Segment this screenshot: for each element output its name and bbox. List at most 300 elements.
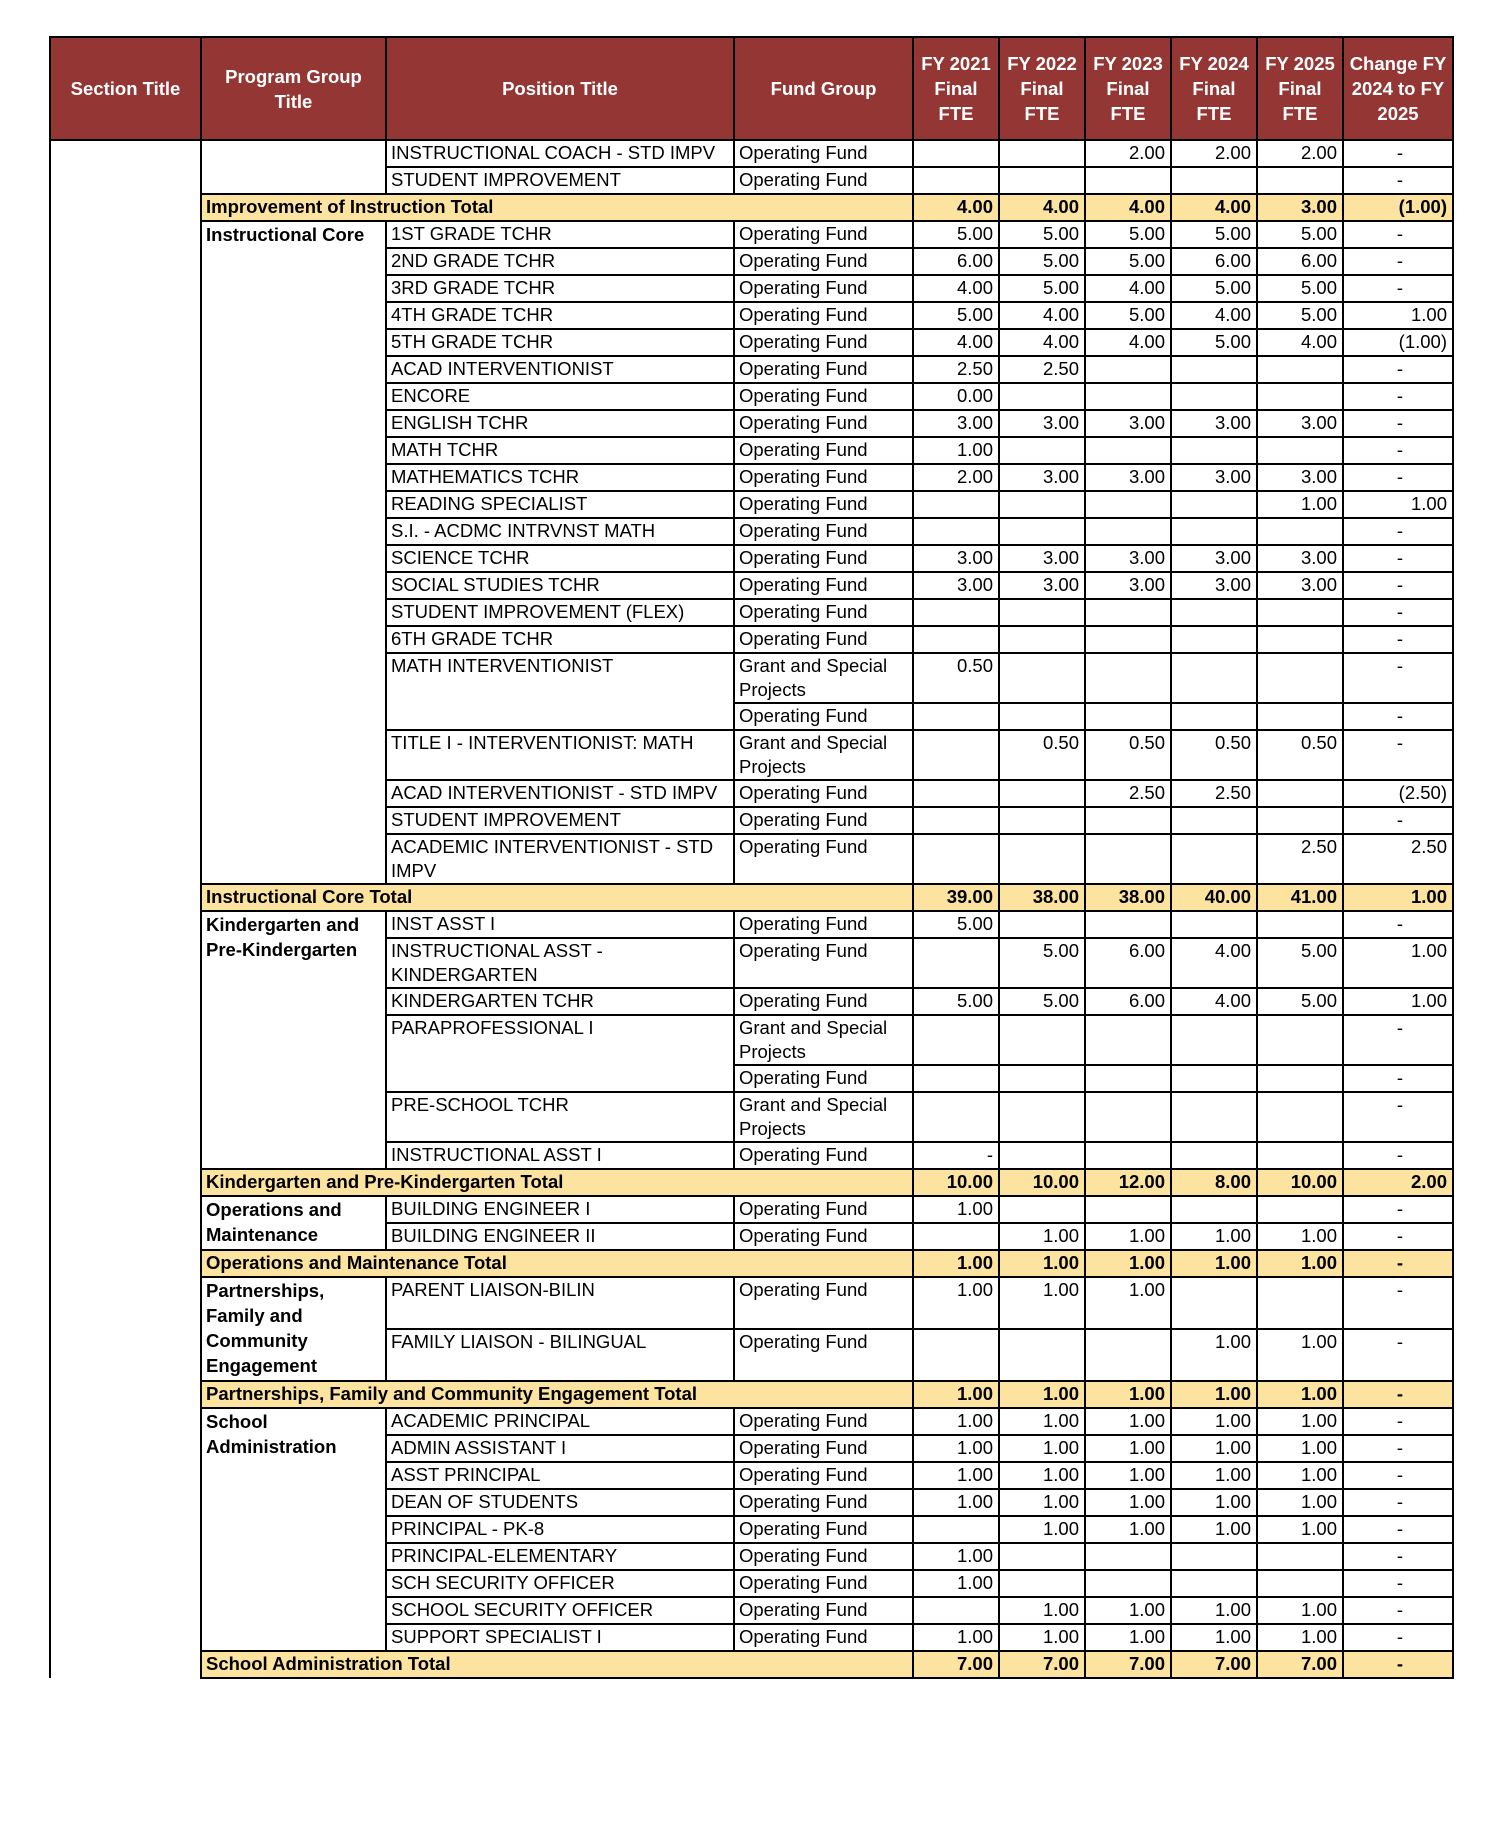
fy2022-cell xyxy=(999,834,1085,884)
total-fy2023-cell: 1.00 xyxy=(1085,1381,1171,1408)
fy2022-cell: 5.00 xyxy=(999,988,1085,1015)
fy2024-cell: 0.50 xyxy=(1171,730,1257,780)
fy2023-cell: 1.00 xyxy=(1085,1462,1171,1489)
fy2022-cell: 3.00 xyxy=(999,545,1085,572)
fy2025-cell xyxy=(1257,1065,1343,1092)
position-title-cell: 4TH GRADE TCHR xyxy=(386,302,734,329)
fund-group-cell: Operating Fund xyxy=(734,572,913,599)
position-title-cell: PRE-SCHOOL TCHR xyxy=(386,1092,734,1142)
total-fy2022-cell: 10.00 xyxy=(999,1169,1085,1196)
total-change-cell: - xyxy=(1343,1651,1453,1678)
fy2024-cell xyxy=(1171,491,1257,518)
fy2023-cell xyxy=(1085,518,1171,545)
fy2021-cell: 1.00 xyxy=(913,437,999,464)
total-fy2021-cell: 1.00 xyxy=(913,1381,999,1408)
fy2021-cell xyxy=(913,807,999,834)
header-fy2023: FY 2023 Final FTE xyxy=(1085,37,1171,140)
fy2021-cell xyxy=(913,780,999,807)
fy2022-cell: 3.00 xyxy=(999,410,1085,437)
fy2025-cell xyxy=(1257,167,1343,194)
fy2022-cell: 5.00 xyxy=(999,221,1085,248)
fy2023-cell xyxy=(1085,703,1171,730)
table-row xyxy=(50,1408,1453,1435)
fy2022-cell xyxy=(999,518,1085,545)
fy2023-cell: 3.00 xyxy=(1085,410,1171,437)
fy2024-cell xyxy=(1171,599,1257,626)
total-fy2025-cell: 41.00 xyxy=(1257,884,1343,911)
total-change-cell: (1.00) xyxy=(1343,194,1453,221)
position-title-cell: KINDERGARTEN TCHR xyxy=(386,988,734,1015)
fy2023-cell xyxy=(1085,1015,1171,1065)
fy2023-cell xyxy=(1085,1196,1171,1223)
fy2025-cell xyxy=(1257,703,1343,730)
fy2021-cell xyxy=(913,140,999,167)
fy2021-cell xyxy=(913,167,999,194)
fy2022-cell: 3.00 xyxy=(999,464,1085,491)
change-cell: - xyxy=(1343,437,1453,464)
fy2025-cell: 1.00 xyxy=(1257,491,1343,518)
fund-group-cell: Operating Fund xyxy=(734,356,913,383)
fy2025-cell: 3.00 xyxy=(1257,410,1343,437)
fy2021-cell: 4.00 xyxy=(913,329,999,356)
fy2025-cell: 6.00 xyxy=(1257,248,1343,275)
fy2025-cell: 5.00 xyxy=(1257,302,1343,329)
fy2025-cell xyxy=(1257,1277,1343,1329)
header-fy2022: FY 2022 Final FTE xyxy=(999,37,1085,140)
fy2021-cell: 1.00 xyxy=(913,1462,999,1489)
group-total-row xyxy=(50,1651,1453,1678)
fy2023-cell xyxy=(1085,1092,1171,1142)
change-cell: - xyxy=(1343,730,1453,780)
fy2022-cell: 1.00 xyxy=(999,1435,1085,1462)
fy2023-cell: 6.00 xyxy=(1085,938,1171,988)
header-fy2024: FY 2024 Final FTE xyxy=(1171,37,1257,140)
fy2024-cell: 5.00 xyxy=(1171,275,1257,302)
fy2024-cell: 6.00 xyxy=(1171,248,1257,275)
total-fy2025-cell: 7.00 xyxy=(1257,1651,1343,1678)
fy2022-cell: 1.00 xyxy=(999,1223,1085,1250)
fy2022-cell xyxy=(999,911,1085,938)
fy2025-cell xyxy=(1257,1142,1343,1169)
position-title-cell: FAMILY LIAISON - BILINGUAL xyxy=(386,1329,734,1381)
position-title-cell: MATHEMATICS TCHR xyxy=(386,464,734,491)
fund-group-cell: Operating Fund xyxy=(734,221,913,248)
fy2024-cell xyxy=(1171,1092,1257,1142)
fy2021-cell: 4.00 xyxy=(913,275,999,302)
change-cell: - xyxy=(1343,383,1453,410)
header-section-title: Section Title xyxy=(50,37,201,140)
fy2025-cell: 2.00 xyxy=(1257,140,1343,167)
fy2024-cell: 1.00 xyxy=(1171,1516,1257,1543)
fund-group-cell: Operating Fund xyxy=(734,1597,913,1624)
change-cell: - xyxy=(1343,1624,1453,1651)
position-title-cell: ACADEMIC INTERVENTIONIST - STD IMPV xyxy=(386,834,734,884)
fy2025-cell: 2.50 xyxy=(1257,834,1343,884)
fy2023-cell: 4.00 xyxy=(1085,329,1171,356)
fy2024-cell: 3.00 xyxy=(1171,464,1257,491)
fy2022-cell xyxy=(999,599,1085,626)
change-cell: - xyxy=(1343,167,1453,194)
position-title-cell: INSTRUCTIONAL COACH - STD IMPV xyxy=(386,140,734,167)
position-title-cell: 5TH GRADE TCHR xyxy=(386,329,734,356)
fy2021-cell: 2.50 xyxy=(913,356,999,383)
change-cell: - xyxy=(1343,1196,1453,1223)
fy2021-cell: 5.00 xyxy=(913,911,999,938)
fy2021-cell: 1.00 xyxy=(913,1277,999,1329)
fy2022-cell xyxy=(999,140,1085,167)
total-fy2022-cell: 1.00 xyxy=(999,1250,1085,1277)
position-title-cell: PRINCIPAL-ELEMENTARY xyxy=(386,1543,734,1570)
fy2024-cell xyxy=(1171,383,1257,410)
fy2024-cell: 1.00 xyxy=(1171,1624,1257,1651)
change-cell: - xyxy=(1343,653,1453,703)
fy2024-cell xyxy=(1171,356,1257,383)
fy2021-cell: 0.50 xyxy=(913,653,999,703)
fy2023-cell: 1.00 xyxy=(1085,1435,1171,1462)
fy2024-cell xyxy=(1171,518,1257,545)
total-fy2021-cell: 7.00 xyxy=(913,1651,999,1678)
fy2021-cell xyxy=(913,626,999,653)
fy2021-cell xyxy=(913,1065,999,1092)
fy2024-cell: 1.00 xyxy=(1171,1597,1257,1624)
fy2022-cell: 3.00 xyxy=(999,572,1085,599)
fy2023-cell: 5.00 xyxy=(1085,302,1171,329)
fund-group-cell: Operating Fund xyxy=(734,248,913,275)
program-group-cell xyxy=(201,140,386,194)
total-fy2021-cell: 1.00 xyxy=(913,1250,999,1277)
change-cell: - xyxy=(1343,275,1453,302)
fy2023-cell xyxy=(1085,1543,1171,1570)
position-title-cell: ADMIN ASSISTANT I xyxy=(386,1435,734,1462)
fy2021-cell xyxy=(913,1329,999,1381)
fy2025-cell: 5.00 xyxy=(1257,275,1343,302)
change-cell: - xyxy=(1343,1408,1453,1435)
fy2022-cell xyxy=(999,703,1085,730)
fund-group-cell: Operating Fund xyxy=(734,1408,913,1435)
total-change-cell: - xyxy=(1343,1250,1453,1277)
fy2023-cell: 1.00 xyxy=(1085,1277,1171,1329)
fund-group-cell: Grant and Special Projects xyxy=(734,730,913,780)
fy2021-cell: 2.00 xyxy=(913,464,999,491)
position-title-cell: TITLE I - INTERVENTIONIST: MATH xyxy=(386,730,734,780)
fy2021-cell xyxy=(913,938,999,988)
position-title-cell: READING SPECIALIST xyxy=(386,491,734,518)
fy2021-cell: 1.00 xyxy=(913,1624,999,1651)
total-fy2023-cell: 7.00 xyxy=(1085,1651,1171,1678)
total-fy2025-cell: 1.00 xyxy=(1257,1250,1343,1277)
fy2023-cell: 3.00 xyxy=(1085,545,1171,572)
total-fy2022-cell: 4.00 xyxy=(999,194,1085,221)
fy2025-cell: 5.00 xyxy=(1257,938,1343,988)
fy2022-cell xyxy=(999,1142,1085,1169)
fy2021-cell: 5.00 xyxy=(913,988,999,1015)
fy2022-cell: 1.00 xyxy=(999,1462,1085,1489)
table-row xyxy=(50,140,1453,167)
fy2024-cell: 2.00 xyxy=(1171,140,1257,167)
fund-group-cell: Operating Fund xyxy=(734,167,913,194)
fy2021-cell xyxy=(913,1015,999,1065)
total-fy2022-cell: 38.00 xyxy=(999,884,1085,911)
fy2025-cell: 1.00 xyxy=(1257,1516,1343,1543)
fy2025-cell xyxy=(1257,1092,1343,1142)
change-cell: - xyxy=(1343,807,1453,834)
fy2023-cell xyxy=(1085,653,1171,703)
fy2025-cell xyxy=(1257,1015,1343,1065)
fy2024-cell xyxy=(1171,703,1257,730)
fund-group-cell: Operating Fund xyxy=(734,911,913,938)
position-title-cell: INST ASST I xyxy=(386,911,734,938)
fy2025-cell xyxy=(1257,780,1343,807)
position-title-cell: DEAN OF STUDENTS xyxy=(386,1489,734,1516)
change-cell: - xyxy=(1343,599,1453,626)
fy2023-cell: 0.50 xyxy=(1085,730,1171,780)
fy2025-cell xyxy=(1257,1543,1343,1570)
header-program-group-title: Program Group Title xyxy=(201,37,386,140)
fy2021-cell xyxy=(913,518,999,545)
change-cell: - xyxy=(1343,1092,1453,1142)
fy2023-cell: 1.00 xyxy=(1085,1489,1171,1516)
fy2024-cell xyxy=(1171,1277,1257,1329)
fy2023-cell: 1.00 xyxy=(1085,1408,1171,1435)
fy2025-cell: 5.00 xyxy=(1257,988,1343,1015)
change-cell: 1.00 xyxy=(1343,988,1453,1015)
fy2025-cell xyxy=(1257,911,1343,938)
total-fy2024-cell: 4.00 xyxy=(1171,194,1257,221)
fy2024-cell: 1.00 xyxy=(1171,1435,1257,1462)
table-row xyxy=(50,1277,1453,1329)
fy2025-cell: 1.00 xyxy=(1257,1462,1343,1489)
fy2021-cell xyxy=(913,1223,999,1250)
fund-group-cell: Grant and Special Projects xyxy=(734,653,913,703)
fy2024-cell: 5.00 xyxy=(1171,329,1257,356)
fy2022-cell xyxy=(999,437,1085,464)
fy2024-cell: 1.00 xyxy=(1171,1329,1257,1381)
fy2025-cell: 3.00 xyxy=(1257,464,1343,491)
fy2022-cell: 2.50 xyxy=(999,356,1085,383)
fy2022-cell xyxy=(999,780,1085,807)
fy2024-cell: 1.00 xyxy=(1171,1408,1257,1435)
fy2025-cell xyxy=(1257,383,1343,410)
position-title-cell: SUPPORT SPECIALIST I xyxy=(386,1624,734,1651)
change-cell: (1.00) xyxy=(1343,329,1453,356)
total-fy2025-cell: 1.00 xyxy=(1257,1381,1343,1408)
position-title-cell: STUDENT IMPROVEMENT xyxy=(386,807,734,834)
fund-group-cell: Operating Fund xyxy=(734,329,913,356)
fy2025-cell: 5.00 xyxy=(1257,221,1343,248)
fy2021-cell: 5.00 xyxy=(913,221,999,248)
fy2022-cell: 5.00 xyxy=(999,248,1085,275)
fy2023-cell: 1.00 xyxy=(1085,1597,1171,1624)
fy2022-cell xyxy=(999,807,1085,834)
fy2021-cell: 1.00 xyxy=(913,1570,999,1597)
total-fy2022-cell: 1.00 xyxy=(999,1381,1085,1408)
fy2024-cell xyxy=(1171,1065,1257,1092)
fy2021-cell: 1.00 xyxy=(913,1196,999,1223)
change-cell: - xyxy=(1343,464,1453,491)
position-title-cell: INSTRUCTIONAL ASST - KINDERGARTEN xyxy=(386,938,734,988)
fy2023-cell xyxy=(1085,491,1171,518)
position-title-cell: 2ND GRADE TCHR xyxy=(386,248,734,275)
change-cell: - xyxy=(1343,703,1453,730)
total-fy2022-cell: 7.00 xyxy=(999,1651,1085,1678)
total-fy2024-cell: 1.00 xyxy=(1171,1381,1257,1408)
fy2022-cell xyxy=(999,1543,1085,1570)
header-row xyxy=(50,37,1453,140)
fy2025-cell: 4.00 xyxy=(1257,329,1343,356)
fund-group-cell: Operating Fund xyxy=(734,703,913,730)
fund-group-cell: Operating Fund xyxy=(734,1489,913,1516)
total-fy2025-cell: 10.00 xyxy=(1257,1169,1343,1196)
header-fy2025: FY 2025 Final FTE xyxy=(1257,37,1343,140)
fund-group-cell: Operating Fund xyxy=(734,518,913,545)
fy2023-cell xyxy=(1085,834,1171,884)
fte-table xyxy=(49,36,1454,1679)
position-title-cell: ENGLISH TCHR xyxy=(386,410,734,437)
table-row xyxy=(50,1196,1453,1223)
fy2021-cell: 0.00 xyxy=(913,383,999,410)
change-cell: - xyxy=(1343,1015,1453,1065)
fy2021-cell: 5.00 xyxy=(913,302,999,329)
fy2024-cell: 1.00 xyxy=(1171,1489,1257,1516)
total-fy2024-cell: 40.00 xyxy=(1171,884,1257,911)
fy2023-cell: 6.00 xyxy=(1085,988,1171,1015)
fund-group-cell: Operating Fund xyxy=(734,1329,913,1381)
table-row xyxy=(50,221,1453,248)
fy2025-cell xyxy=(1257,626,1343,653)
group-total-label: Kindergarten and Pre-Kindergarten Total xyxy=(201,1169,913,1196)
group-total-row xyxy=(50,1250,1453,1277)
position-title-cell: PARENT LIAISON-BILIN xyxy=(386,1277,734,1329)
change-cell: 1.00 xyxy=(1343,491,1453,518)
fy2022-cell: 1.00 xyxy=(999,1624,1085,1651)
fy2024-cell: 1.00 xyxy=(1171,1223,1257,1250)
total-fy2023-cell: 1.00 xyxy=(1085,1250,1171,1277)
fy2024-cell xyxy=(1171,1570,1257,1597)
fy2024-cell: 1.00 xyxy=(1171,1462,1257,1489)
change-cell: - xyxy=(1343,1065,1453,1092)
fy2023-cell: 2.50 xyxy=(1085,780,1171,807)
position-title-cell: S.I. - ACDMC INTRVNST MATH xyxy=(386,518,734,545)
fy2023-cell xyxy=(1085,1142,1171,1169)
fy2022-cell xyxy=(999,167,1085,194)
fy2021-cell: 3.00 xyxy=(913,410,999,437)
fy2024-cell xyxy=(1171,1015,1257,1065)
change-cell: - xyxy=(1343,911,1453,938)
position-title-cell: ENCORE xyxy=(386,383,734,410)
total-change-cell: 2.00 xyxy=(1343,1169,1453,1196)
group-total-label: Partnerships, Family and Community Engagement Total xyxy=(201,1381,913,1408)
fy2023-cell xyxy=(1085,807,1171,834)
fund-group-cell: Operating Fund xyxy=(734,1543,913,1570)
fund-group-cell: Operating Fund xyxy=(734,1196,913,1223)
fy2025-cell: 3.00 xyxy=(1257,545,1343,572)
fund-group-cell: Operating Fund xyxy=(734,1462,913,1489)
position-title-cell: 3RD GRADE TCHR xyxy=(386,275,734,302)
total-change-cell: - xyxy=(1343,1381,1453,1408)
position-title-cell: 6TH GRADE TCHR xyxy=(386,626,734,653)
change-cell: 1.00 xyxy=(1343,302,1453,329)
change-cell: - xyxy=(1343,545,1453,572)
fy2024-cell xyxy=(1171,653,1257,703)
fy2021-cell: 6.00 xyxy=(913,248,999,275)
change-cell: - xyxy=(1343,1142,1453,1169)
fund-group-cell: Operating Fund xyxy=(734,410,913,437)
header-change: Change FY 2024 to FY 2025 xyxy=(1343,37,1453,140)
group-total-row xyxy=(50,884,1453,911)
fund-group-cell: Operating Fund xyxy=(734,1065,913,1092)
total-fy2021-cell: 10.00 xyxy=(913,1169,999,1196)
fy2023-cell: 3.00 xyxy=(1085,572,1171,599)
fy2022-cell xyxy=(999,1196,1085,1223)
position-title-cell: MATH INTERVENTIONIST xyxy=(386,653,734,730)
group-total-label: Operations and Maintenance Total xyxy=(201,1250,913,1277)
change-cell: - xyxy=(1343,1597,1453,1624)
fy2024-cell xyxy=(1171,834,1257,884)
fy2023-cell xyxy=(1085,437,1171,464)
position-title-cell: ACADEMIC PRINCIPAL xyxy=(386,1408,734,1435)
fy2024-cell xyxy=(1171,1142,1257,1169)
fy2025-cell: 1.00 xyxy=(1257,1597,1343,1624)
fund-group-cell: Operating Fund xyxy=(734,834,913,884)
total-fy2025-cell: 3.00 xyxy=(1257,194,1343,221)
fy2022-cell: 1.00 xyxy=(999,1516,1085,1543)
change-cell: - xyxy=(1343,1462,1453,1489)
fy2021-cell xyxy=(913,1092,999,1142)
fy2022-cell: 4.00 xyxy=(999,329,1085,356)
fy2022-cell xyxy=(999,653,1085,703)
table-body xyxy=(50,140,1453,1678)
fy2022-cell xyxy=(999,1015,1085,1065)
fund-group-cell: Operating Fund xyxy=(734,545,913,572)
change-cell: 2.50 xyxy=(1343,834,1453,884)
change-cell: - xyxy=(1343,1543,1453,1570)
total-fy2023-cell: 4.00 xyxy=(1085,194,1171,221)
change-cell: - xyxy=(1343,221,1453,248)
fund-group-cell: Grant and Special Projects xyxy=(734,1015,913,1065)
fy2024-cell: 4.00 xyxy=(1171,302,1257,329)
fy2024-cell xyxy=(1171,626,1257,653)
fy2022-cell: 1.00 xyxy=(999,1408,1085,1435)
fy2022-cell xyxy=(999,1065,1085,1092)
position-title-cell: SOCIAL STUDIES TCHR xyxy=(386,572,734,599)
fy2025-cell xyxy=(1257,437,1343,464)
fy2021-cell xyxy=(913,1516,999,1543)
fund-group-cell: Operating Fund xyxy=(734,1570,913,1597)
header-fund-group: Fund Group xyxy=(734,37,913,140)
fund-group-cell: Operating Fund xyxy=(734,275,913,302)
fy2023-cell xyxy=(1085,167,1171,194)
position-title-cell: SCIENCE TCHR xyxy=(386,545,734,572)
total-fy2023-cell: 38.00 xyxy=(1085,884,1171,911)
group-total-row xyxy=(50,1381,1453,1408)
fy2022-cell xyxy=(999,1092,1085,1142)
fund-group-cell: Operating Fund xyxy=(734,599,913,626)
fy2021-cell xyxy=(913,1597,999,1624)
fy2022-cell: 5.00 xyxy=(999,938,1085,988)
position-title-cell: SCHOOL SECURITY OFFICER xyxy=(386,1597,734,1624)
fy2023-cell xyxy=(1085,1570,1171,1597)
fund-group-cell: Operating Fund xyxy=(734,780,913,807)
fy2025-cell: 1.00 xyxy=(1257,1489,1343,1516)
fy2024-cell: 5.00 xyxy=(1171,221,1257,248)
fy2024-cell xyxy=(1171,911,1257,938)
fund-group-cell: Operating Fund xyxy=(734,938,913,988)
header-position-title: Position Title xyxy=(386,37,734,140)
position-title-cell: ACAD INTERVENTIONIST xyxy=(386,356,734,383)
fy2025-cell xyxy=(1257,653,1343,703)
fy2023-cell xyxy=(1085,911,1171,938)
fy2025-cell xyxy=(1257,599,1343,626)
